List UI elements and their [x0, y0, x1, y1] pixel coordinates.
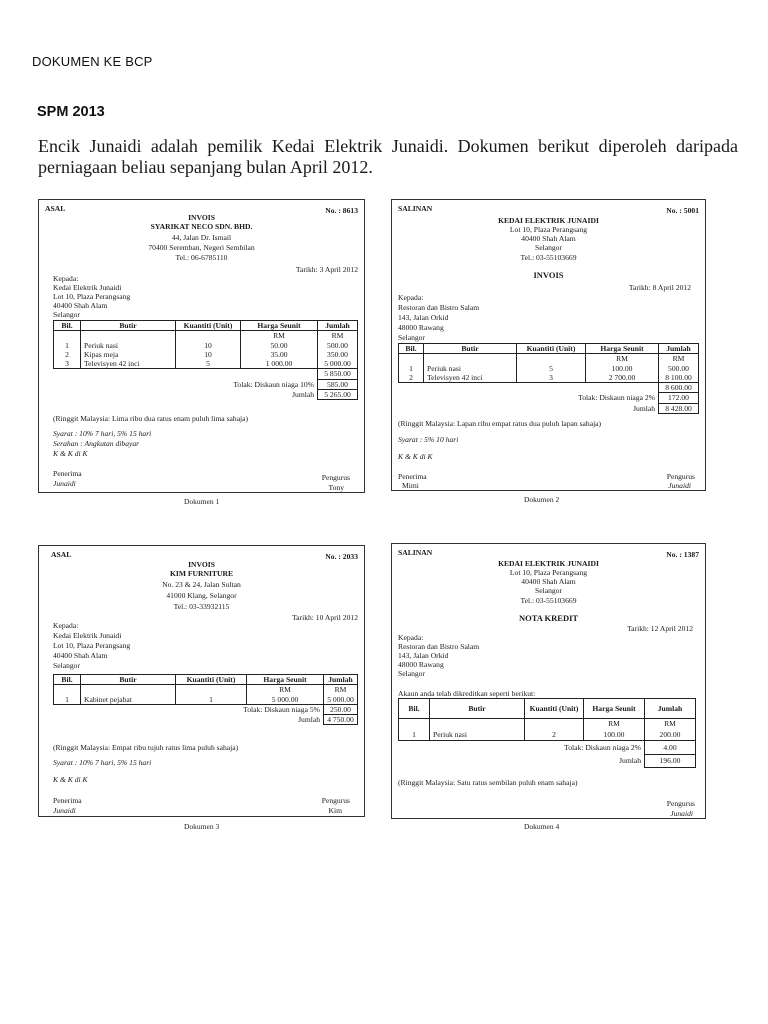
doc2-recipient-line: Restoran dan Bistro Salam	[398, 303, 480, 312]
discount-label: Tolak: Diskaun niaga 2%	[399, 741, 645, 755]
doc2-terms: Syarat : 5% 10 hari	[398, 435, 459, 444]
cell-price: 5 000.00	[247, 695, 324, 705]
cell-item: Periuk nasi	[81, 341, 176, 350]
doc1-receiver-signature: Junaidi	[53, 479, 76, 488]
document-2	[391, 199, 706, 491]
doc2-date: Tarikh: 8 April 2012	[628, 283, 691, 292]
doc4-number: No. : 1387	[666, 550, 699, 559]
doc3-company: KIM FURNITURE	[169, 569, 234, 578]
doc3-receiver-signature: Junaidi	[53, 806, 76, 815]
total-value: 5 265.00	[318, 390, 358, 400]
total-label: Jumlah	[54, 715, 324, 725]
total-value: 196.00	[645, 754, 696, 767]
doc3-number: No. : 2033	[325, 552, 358, 561]
doc1-terms: Syarat : 10% 7 hari, 5% 15 hari	[53, 429, 152, 438]
cell-no: 2	[54, 350, 81, 359]
doc2-recipient-line: 143, Jalan Orkid	[398, 313, 449, 322]
doc4-address-line: Selangor	[535, 586, 562, 595]
cell-qty: 10	[176, 341, 241, 350]
discount-row	[399, 741, 696, 755]
table-row	[399, 373, 699, 383]
col-header: Harga Seunit	[241, 321, 318, 331]
doc2-address-line: Lot 10, Plaza Perangsang	[509, 225, 588, 234]
doc4-tag: SALINAN	[398, 548, 433, 557]
doc1-number: No. : 8613	[325, 206, 358, 215]
cell-total: 350.00	[318, 350, 358, 359]
doc3-address-line: 41000 Klang, Selangor	[166, 591, 237, 600]
currency-label: RM	[645, 719, 696, 729]
doc4-title: NOTA KREDIT	[518, 613, 579, 623]
doc1-delivery: Serahan : Angkutan dibayar	[53, 439, 140, 448]
doc3-telephone: Tel.: 03-33932115	[173, 602, 230, 611]
doc3-kk: K & K di K	[53, 775, 88, 784]
currency-label: RM	[247, 685, 324, 695]
cell-item: Televisyen 42 inci	[424, 373, 517, 383]
table-row	[54, 350, 358, 359]
doc2-tag: SALINAN	[398, 204, 433, 213]
doc2-address-line: Selangor	[535, 243, 562, 252]
doc1-company: SYARIKAT NECO SDN. BHD.	[150, 222, 253, 231]
doc4-recipient-line: 48000 Rawang	[398, 660, 444, 669]
col-header: Kuantiti (Unit)	[176, 321, 241, 331]
caption-document-1: Dokumen 1	[184, 497, 220, 506]
doc4-recipient-line: Selangor	[398, 669, 425, 678]
cell-no: 1	[399, 728, 430, 741]
doc1-kk: K & K di K	[53, 449, 88, 458]
doc1-title: INVOIS	[188, 213, 215, 222]
col-header: Butir	[424, 344, 517, 354]
doc3-recipient-line: Lot 10, Plaza Perangsang	[53, 641, 131, 650]
cell-qty: 5	[517, 364, 586, 373]
doc4-recipient-line: Restoran dan Bistro Salam	[398, 642, 480, 651]
doc1-item-table	[53, 320, 358, 400]
cell-price: 50.00	[241, 341, 318, 350]
doc2-manager-signature: Junaidi	[668, 481, 691, 490]
doc4-address-line: Lot 10, Plaza Perangsang	[509, 568, 588, 577]
discount-value: 250.00	[324, 704, 358, 714]
document-4	[391, 543, 706, 819]
doc2-recipient-line: Selangor	[398, 333, 425, 342]
table-row	[399, 354, 699, 364]
doc1-date: Tarikh: 3 April 2012	[295, 265, 358, 274]
page-header: DOKUMEN KE BCP	[32, 54, 153, 69]
doc1-address-line: 70400 Seremban, Negeri Sembilan	[148, 243, 255, 252]
doc1-recipient-line: Lot 10, Plaza Perangsang	[53, 292, 131, 301]
document-3	[38, 545, 365, 817]
doc4-item-table	[398, 698, 696, 768]
doc2-recipient-line: 48000 Rawang	[398, 323, 444, 332]
cell-item: Periuk nasi	[424, 364, 517, 373]
doc4-manager-label: Pengurus	[666, 799, 695, 808]
doc2-receiver-label: Penerima	[398, 472, 427, 481]
col-header: Jumlah	[659, 344, 699, 354]
doc4-company: KEDAI ELEKTRIK JUNAIDI	[498, 559, 599, 568]
doc1-manager-signature: Tony	[328, 483, 344, 492]
cell-qty: 2	[525, 728, 584, 741]
doc3-amount-in-words: (Ringgit Malaysia: Empat ribu tujuh ratus lima puluh sahaja)	[53, 743, 239, 752]
doc3-receiver-label: Penerima	[53, 796, 82, 805]
table-row	[54, 695, 358, 705]
col-header: Bil.	[54, 321, 81, 331]
total-label: Jumlah	[399, 754, 645, 767]
doc1-receiver-label: Penerima	[53, 469, 82, 478]
table-row	[399, 364, 699, 373]
cell-no: 1	[54, 341, 81, 350]
cell-item: Kipas meja	[81, 350, 176, 359]
subtotal-row	[54, 369, 358, 379]
cell-item: Kabinet pejabat	[81, 695, 176, 705]
discount-row	[54, 379, 358, 389]
cell-item: Periuk nasi	[430, 728, 525, 741]
doc1-recipient-line: Kedai Elektrik Junaidi	[53, 283, 122, 292]
currency-label: RM	[586, 354, 659, 364]
doc3-recipient-line: Kedai Elektrik Junaidi	[53, 631, 122, 640]
currency-label: RM	[318, 331, 358, 341]
doc2-company: KEDAI ELEKTRIK JUNAIDI	[498, 216, 599, 225]
cell-no: 1	[54, 695, 81, 705]
doc4-to-label: Kepada:	[398, 633, 424, 642]
caption-document-4: Dokumen 4	[524, 822, 560, 831]
col-header: Harga Seunit	[247, 675, 324, 685]
cell-qty: 1	[176, 695, 247, 705]
doc4-telephone: Tel.: 03-55103669	[520, 596, 577, 605]
discount-label: Tolak: Diskaun niaga 10%	[54, 379, 318, 389]
doc2-amount-in-words: (Ringgit Malaysia: Lapan ribu empat ratus dua puluh lapan sahaja)	[398, 419, 602, 428]
col-header: Jumlah	[318, 321, 358, 331]
doc2-number: No. : 5001	[666, 206, 699, 215]
document-1	[38, 199, 365, 493]
subtotal-value: 8 600.00	[659, 383, 699, 393]
total-value: 8 428.00	[659, 403, 699, 413]
total-label: Jumlah	[54, 390, 318, 400]
doc2-manager-label: Pengurus	[666, 472, 695, 481]
cell-price: 2 700.00	[586, 373, 659, 383]
discount-value: 585.00	[318, 379, 358, 389]
table-row	[54, 331, 358, 341]
col-header: Kuantiti (Unit)	[525, 699, 584, 719]
doc1-amount-in-words: (Ringgit Malaysia: Lima ribu dua ratus enam puluh lima sahaja)	[53, 414, 249, 423]
doc1-recipient-line: 40400 Shah Alam	[53, 301, 108, 310]
col-header: Butir	[81, 675, 176, 685]
caption-document-2: Dokumen 2	[524, 495, 560, 504]
cell-qty: 5	[176, 359, 241, 369]
table-row	[399, 719, 696, 729]
doc3-tag: ASAL	[51, 550, 72, 559]
cell-total: 500.00	[659, 364, 699, 373]
doc1-address-line: 44, Jalan Dr. Ismail	[171, 233, 232, 242]
doc3-terms: Syarat : 10% 7 hari, 5% 15 hari	[53, 758, 152, 767]
doc2-address-line: 40400 Shah Alam	[521, 234, 576, 243]
total-value: 4 750.00	[324, 715, 358, 725]
col-header: Bil.	[399, 344, 424, 354]
discount-label: Tolak: Diskaun niaga 2%	[399, 393, 659, 403]
table-row	[54, 359, 358, 369]
cell-total: 5 000.00	[324, 695, 358, 705]
cell-total: 500.00	[318, 341, 358, 350]
col-header: Kuantiti (Unit)	[176, 675, 247, 685]
currency-label: RM	[241, 331, 318, 341]
cell-no: 3	[54, 359, 81, 369]
cell-qty: 10	[176, 350, 241, 359]
doc4-date: Tarikh: 12 April 2012	[627, 624, 693, 633]
doc3-manager-label: Pengurus	[321, 796, 350, 805]
doc3-title: INVOIS	[188, 560, 215, 569]
discount-value: 172.00	[659, 393, 699, 403]
currency-label: RM	[584, 719, 645, 729]
doc4-amount-in-words: (Ringgit Malaysia: Satu ratus sembilan puluh enam sahaja)	[398, 778, 578, 787]
col-header: Jumlah	[645, 699, 696, 719]
cell-price: 100.00	[584, 728, 645, 741]
doc3-recipient-line: Selangor	[53, 661, 80, 670]
discount-value: 4.00	[645, 741, 696, 755]
doc2-item-table	[398, 343, 699, 414]
doc1-to-label: Kepada:	[53, 274, 79, 283]
doc3-date: Tarikh: 10 April 2012	[292, 613, 358, 622]
cell-item: Televisyen 42 inci	[81, 359, 176, 369]
col-header: Butir	[430, 699, 525, 719]
cell-qty: 3	[517, 373, 586, 383]
col-header: Kuantiti (Unit)	[517, 344, 586, 354]
doc3-address-line: No. 23 & 24, Jalan Sultan	[162, 580, 241, 589]
cell-total: 5 000.00	[318, 359, 358, 369]
doc2-to-label: Kepada:	[398, 293, 424, 302]
currency-label: RM	[659, 354, 699, 364]
doc2-kk: K & K di K	[398, 452, 433, 461]
doc4-manager-signature: Junaidi	[670, 809, 693, 818]
subtotal-value: 5 850.00	[318, 369, 358, 379]
cell-total: 8 100.00	[659, 373, 699, 383]
col-header: Harga Seunit	[584, 699, 645, 719]
cell-price: 35.00	[241, 350, 318, 359]
total-row	[399, 403, 699, 413]
subtotal-row	[399, 383, 699, 393]
doc2-telephone: Tel.: 03-55103669	[520, 253, 577, 262]
cell-no: 2	[399, 373, 424, 383]
col-header: Butir	[81, 321, 176, 331]
doc1-recipient-line: Selangor	[53, 310, 80, 319]
intro-paragraph: Encik Junaidi adalah pemilik Kedai Elektrik Junaidi. Dokumen berikut diperoleh daripada perniagaan beliau sepanjang bulan April 2012.	[38, 136, 738, 177]
currency-label: RM	[324, 685, 358, 695]
exam-year-heading: SPM 2013	[37, 104, 105, 120]
doc3-item-table	[53, 674, 358, 725]
total-row	[54, 715, 358, 725]
cell-price: 100.00	[586, 364, 659, 373]
table-row	[399, 728, 696, 741]
doc3-to-label: Kepada:	[53, 621, 79, 630]
table-row	[54, 341, 358, 350]
col-header: Harga Seunit	[586, 344, 659, 354]
caption-document-3: Dokumen 3	[184, 822, 220, 831]
doc4-recipient-line: 143, Jalan Orkid	[398, 651, 449, 660]
col-header: Bil.	[54, 675, 81, 685]
cell-price: 1 000.00	[241, 359, 318, 369]
col-header: Bil.	[399, 699, 430, 719]
col-header: Jumlah	[324, 675, 358, 685]
total-row	[399, 754, 696, 767]
discount-row	[54, 704, 358, 714]
cell-total: 200.00	[645, 728, 696, 741]
doc1-tag: ASAL	[45, 204, 66, 213]
doc2-receiver-signature: Mimi	[402, 481, 419, 490]
total-label: Jumlah	[399, 403, 659, 413]
cell-no: 1	[399, 364, 424, 373]
doc2-title: INVOIS	[533, 270, 564, 280]
doc1-telephone: Tel.: 06-6785110	[175, 253, 228, 262]
total-row	[54, 390, 358, 400]
discount-label: Tolak: Diskaun niaga 5%	[54, 704, 324, 714]
table-row	[54, 685, 358, 695]
doc3-recipient-line: 40400 Shah Alam	[53, 651, 108, 660]
doc4-address-line: 40400 Shah Alam	[521, 577, 576, 586]
doc3-manager-signature: Kim	[328, 806, 342, 815]
doc1-manager-label: Pengurus	[321, 473, 350, 482]
discount-row	[399, 393, 699, 403]
doc4-credit-note-text: Akaun anda telah dikreditkan seperti berikut:	[398, 689, 536, 698]
